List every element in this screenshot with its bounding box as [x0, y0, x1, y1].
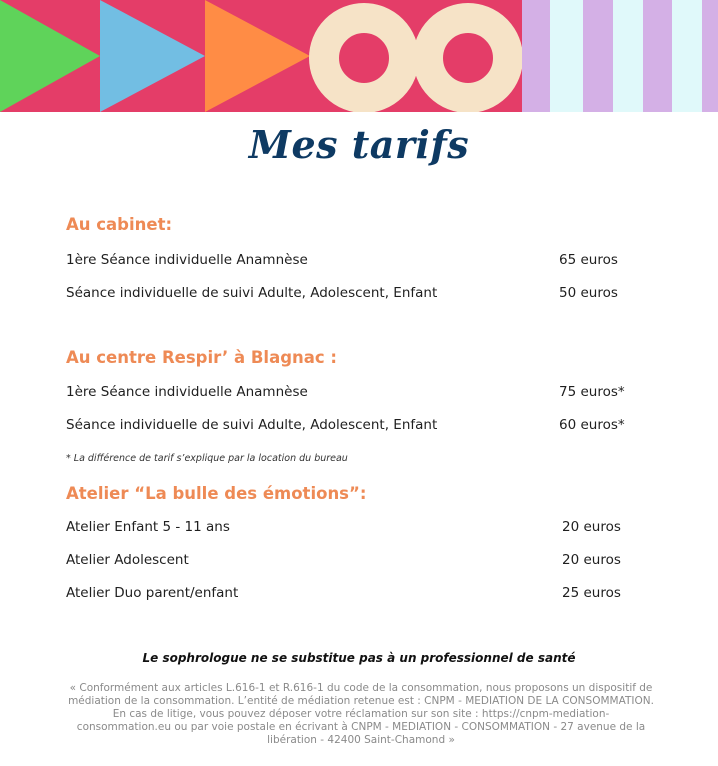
page-title: Mes tarifs: [248, 122, 470, 167]
decorative-banner: [0, 0, 718, 112]
section-title-atelier: Atelier “La bulle des émotions”:: [66, 484, 367, 503]
mediation-legal-notice: « Conformément aux articles L.616-1 et R.616-1 du code de la consommation, nous proposons un dispositif de médiation de la consommation. L’entité de médiation retenue est : CNPM - MEDIATION DE LA CONSOMMATION. En cas de litige, vous pouvez déposer votre réclamation sur son site : https://cnpm-mediation-consommation.eu ou par voie postale en écrivant à CNPM - MEDIATION - CONSOMMATION - 27 avenue de la libération - 42400 Saint-Chamond »: [68, 682, 654, 746]
price-row-value: 20 euros: [562, 552, 621, 568]
price-row-value: 25 euros: [562, 585, 621, 601]
price-row-value: 75 euros*: [559, 384, 625, 400]
price-row-label: Atelier Duo parent/enfant: [66, 585, 239, 601]
health-disclaimer: Le sophrologue ne se substitue pas à un professionnel de santé: [142, 651, 576, 665]
price-row-label: 1ère Séance individuelle Anamnèse: [66, 252, 308, 268]
price-row-value: 65 euros: [559, 252, 618, 268]
price-row-label: Atelier Enfant 5 - 11 ans: [66, 519, 230, 535]
price-row-label: 1ère Séance individuelle Anamnèse: [66, 384, 308, 400]
price-row-value: 50 euros: [559, 285, 618, 301]
price-row-label: Séance individuelle de suivi Adulte, Adolescent, Enfant: [66, 285, 438, 301]
tariff-note: * La différence de tarif s’explique par la location du bureau: [66, 453, 348, 464]
price-row-value: 60 euros*: [559, 417, 625, 433]
price-row-label: Atelier Adolescent: [66, 552, 189, 568]
section-title-cabinet: Au cabinet:: [66, 215, 173, 234]
price-row-value: 20 euros: [562, 519, 621, 535]
section-title-respir: Au centre Respir’ à Blagnac :: [66, 348, 338, 367]
price-row-label: Séance individuelle de suivi Adulte, Adolescent, Enfant: [66, 417, 438, 433]
